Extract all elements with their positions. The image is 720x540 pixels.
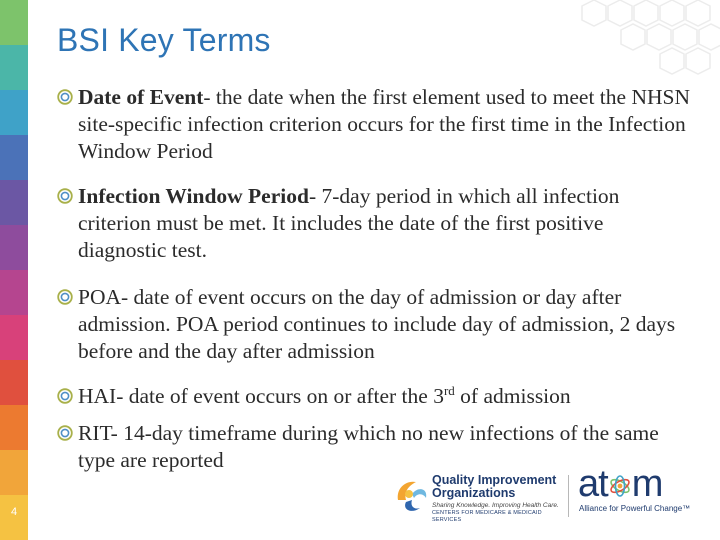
term-definition: - date of event occurs on the day of admission or day after admission. POA period continues to include day of admission, 2 days before and the day after admission	[78, 285, 676, 363]
page-number: 4	[10, 506, 18, 518]
term-name: RIT	[78, 421, 111, 445]
term-definition-end: of admission	[454, 384, 571, 408]
key-terms-list	[57, 84, 697, 474]
qio-name-line2: Organizations	[432, 486, 516, 500]
atom-tagline: Alliance for Powerful Change™	[579, 504, 691, 513]
term-hai	[57, 383, 697, 410]
logo-divider	[568, 475, 569, 517]
atom-logo	[578, 463, 708, 520]
qio-tagline: Sharing Knowledge. Improving Health Care.	[432, 502, 559, 509]
bullet-target-icon	[57, 188, 73, 204]
term-definition: - the date when the first element used to meet the NHSN site-specific infection criterion occurs for the first time in the Infection Window Period	[78, 85, 690, 163]
term-infection-window-period	[57, 183, 697, 264]
bullet-target-icon	[57, 289, 73, 305]
atom-word-end: m	[631, 463, 663, 505]
qio-cms-line: CENTERS FOR MEDICARE & MEDICAID SERVICES	[432, 510, 542, 523]
atom-word-start: at	[578, 463, 608, 505]
qio-name-line1: Quality Improvement	[432, 473, 557, 487]
side-stripe-indigo	[0, 180, 28, 225]
side-stripe-purple	[0, 225, 28, 270]
term-name: POA	[78, 285, 122, 309]
atom-wordmark	[578, 462, 662, 506]
side-stripe-amber	[0, 450, 28, 495]
bullet-target-icon	[57, 388, 73, 404]
side-stripe-pink	[0, 315, 28, 360]
side-stripe-green	[0, 0, 28, 45]
side-stripe-magenta	[0, 270, 28, 315]
term-poa	[57, 284, 697, 365]
qio-logo	[392, 472, 562, 522]
side-color-bar	[0, 0, 28, 540]
bullet-target-icon	[57, 89, 73, 105]
slide-title: BSI Key Terms	[57, 22, 271, 58]
term-definition: - date of event occurs on or after the 3	[116, 384, 444, 408]
term-definition: - 7-day period in which all infection criterion must be met. It includes the date of the first positive diagnostic test.	[78, 184, 620, 262]
term-name: Date of Event	[78, 85, 204, 109]
side-stripe-teal	[0, 45, 28, 90]
bullet-target-icon	[57, 425, 73, 441]
ordinal-suffix: rd	[443, 382, 455, 398]
qio-swirl-icon	[392, 474, 430, 514]
side-stripe-orange	[0, 405, 28, 450]
term-date-of-event	[57, 84, 697, 165]
side-stripe-red	[0, 360, 28, 405]
term-name: HAI	[78, 384, 117, 408]
atom-orbit-icon	[609, 475, 631, 497]
term-name: Infection Window Period	[78, 184, 309, 208]
term-definition: - 14-day timeframe during which no new infections of the same type are reported	[78, 421, 659, 472]
side-stripe-blue	[0, 135, 28, 180]
hexagon-pattern-decoration	[570, 0, 720, 90]
side-stripe-cyan	[0, 90, 28, 135]
